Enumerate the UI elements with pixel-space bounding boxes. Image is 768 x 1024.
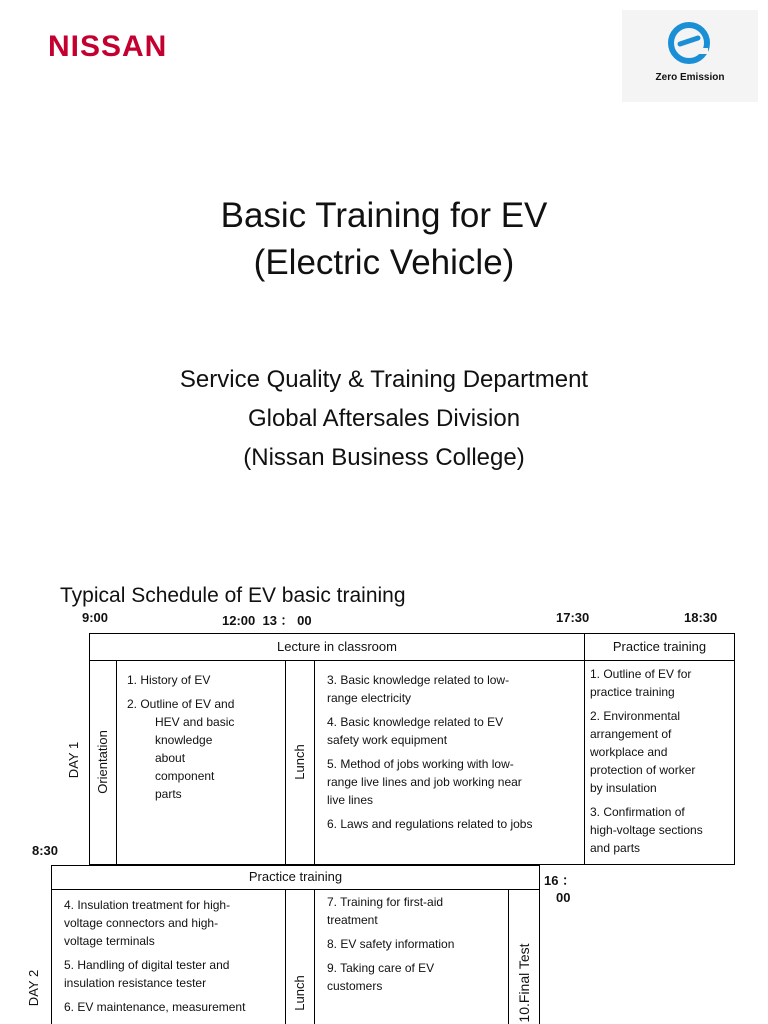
list-item-cont: treatment <box>327 913 378 927</box>
time-0830: 8:30 <box>32 843 59 858</box>
list-item-cont: protection of worker <box>590 763 696 777</box>
list-item-cont: component <box>155 769 215 783</box>
list-item: 1. History of EV <box>127 673 211 687</box>
list-item: 3. Basic knowledge related to low- <box>327 673 510 687</box>
time-1730: 17:30 <box>556 610 590 625</box>
zero-emission-logo <box>622 10 758 102</box>
list-item-cont: voltage terminals <box>64 934 155 948</box>
list-item-cont: voltage connectors and high- <box>64 916 219 930</box>
time-0900: 9:00 <box>82 610 109 625</box>
list-item: 7. Training for first-aid <box>327 895 444 909</box>
time-1600: 16 ： <box>544 873 576 888</box>
page-title: Basic Training for EV (Electric Vehicle) <box>220 196 548 282</box>
time-1600-b: 00 <box>556 890 571 905</box>
list-item-cont: about <box>155 751 186 765</box>
list-item-cont: by insulation <box>590 781 657 795</box>
list-item: 4. Insulation treatment for high- <box>64 898 231 912</box>
list-item-cont: practice training <box>590 685 675 699</box>
day2-final-test-label: 10.Final Test <box>516 943 532 1023</box>
day2-label: DAY 2 <box>26 969 41 1007</box>
day1-practice-list <box>590 665 732 857</box>
time-1200-1300: 12:00 13 ： 00 <box>222 613 312 628</box>
list-item-cont: workplace and <box>590 745 668 759</box>
day1-lecture-col2-list <box>327 671 582 833</box>
day1-lecture-header-text: Lecture in classroom <box>277 639 397 654</box>
list-item-cont: range live lines and job working near <box>327 775 522 789</box>
list-item: 5. Handling of digital tester and <box>64 958 230 972</box>
list-item-cont: arrangement of <box>590 727 672 741</box>
list-item: 4. Basic knowledge related to EV <box>327 715 504 729</box>
list-item: 1. Outline of EV for <box>590 667 692 681</box>
day1-label: DAY 1 <box>66 741 81 779</box>
list-item-cont: HEV and basic <box>155 715 235 729</box>
list-item-cont: live lines <box>327 793 374 807</box>
list-item: 6. EV maintenance, measurement <box>64 1000 246 1014</box>
time-1830: 18:30 <box>684 610 718 625</box>
day1-lunch-label: Lunch <box>292 744 307 780</box>
page-subtitle: Service Quality & Training Department Global Aftersales Division (Nissan Business College) <box>179 366 589 471</box>
zero-emission-icon <box>668 22 710 64</box>
day2-practice-col2-list <box>327 893 507 995</box>
list-item: 2. Environmental <box>590 709 681 723</box>
nissan-logo: NISSAN <box>48 30 168 63</box>
list-item: 2. Outline of EV and <box>127 697 235 711</box>
list-item-cont: customers <box>327 979 383 993</box>
day1-lecture-col1-list <box>127 671 282 803</box>
schedule-title: Typical Schedule of EV basic training <box>60 584 406 607</box>
list-item-cont: range electricity <box>327 691 412 705</box>
day2-practice-col1-list <box>64 896 284 1016</box>
list-item-cont: high-voltage sections <box>590 823 703 837</box>
list-item: 3. Confirmation of <box>590 805 685 819</box>
list-item: 8. EV safety information <box>327 937 455 951</box>
day2-practice-header-text: Practice training <box>248 869 343 884</box>
list-item: 5. Method of jobs working with low- <box>327 757 514 771</box>
day1-practice-header-text: Practice training <box>612 639 707 654</box>
list-item-cont: insulation resistance tester <box>64 976 207 990</box>
zero-emission-caption: Zero Emission <box>655 72 725 83</box>
day1-orientation-label: Orientation <box>95 730 110 794</box>
list-item-cont: safety work equipment <box>327 733 448 747</box>
list-item-cont: knowledge <box>155 733 213 747</box>
list-item: 9. Taking care of EV <box>327 961 435 975</box>
list-item: 6. Laws and regulations related to jobs <box>327 817 533 831</box>
list-item-cont: and parts <box>590 841 641 855</box>
list-item-cont: parts <box>155 787 182 801</box>
day2-lunch-label: Lunch <box>292 975 307 1011</box>
